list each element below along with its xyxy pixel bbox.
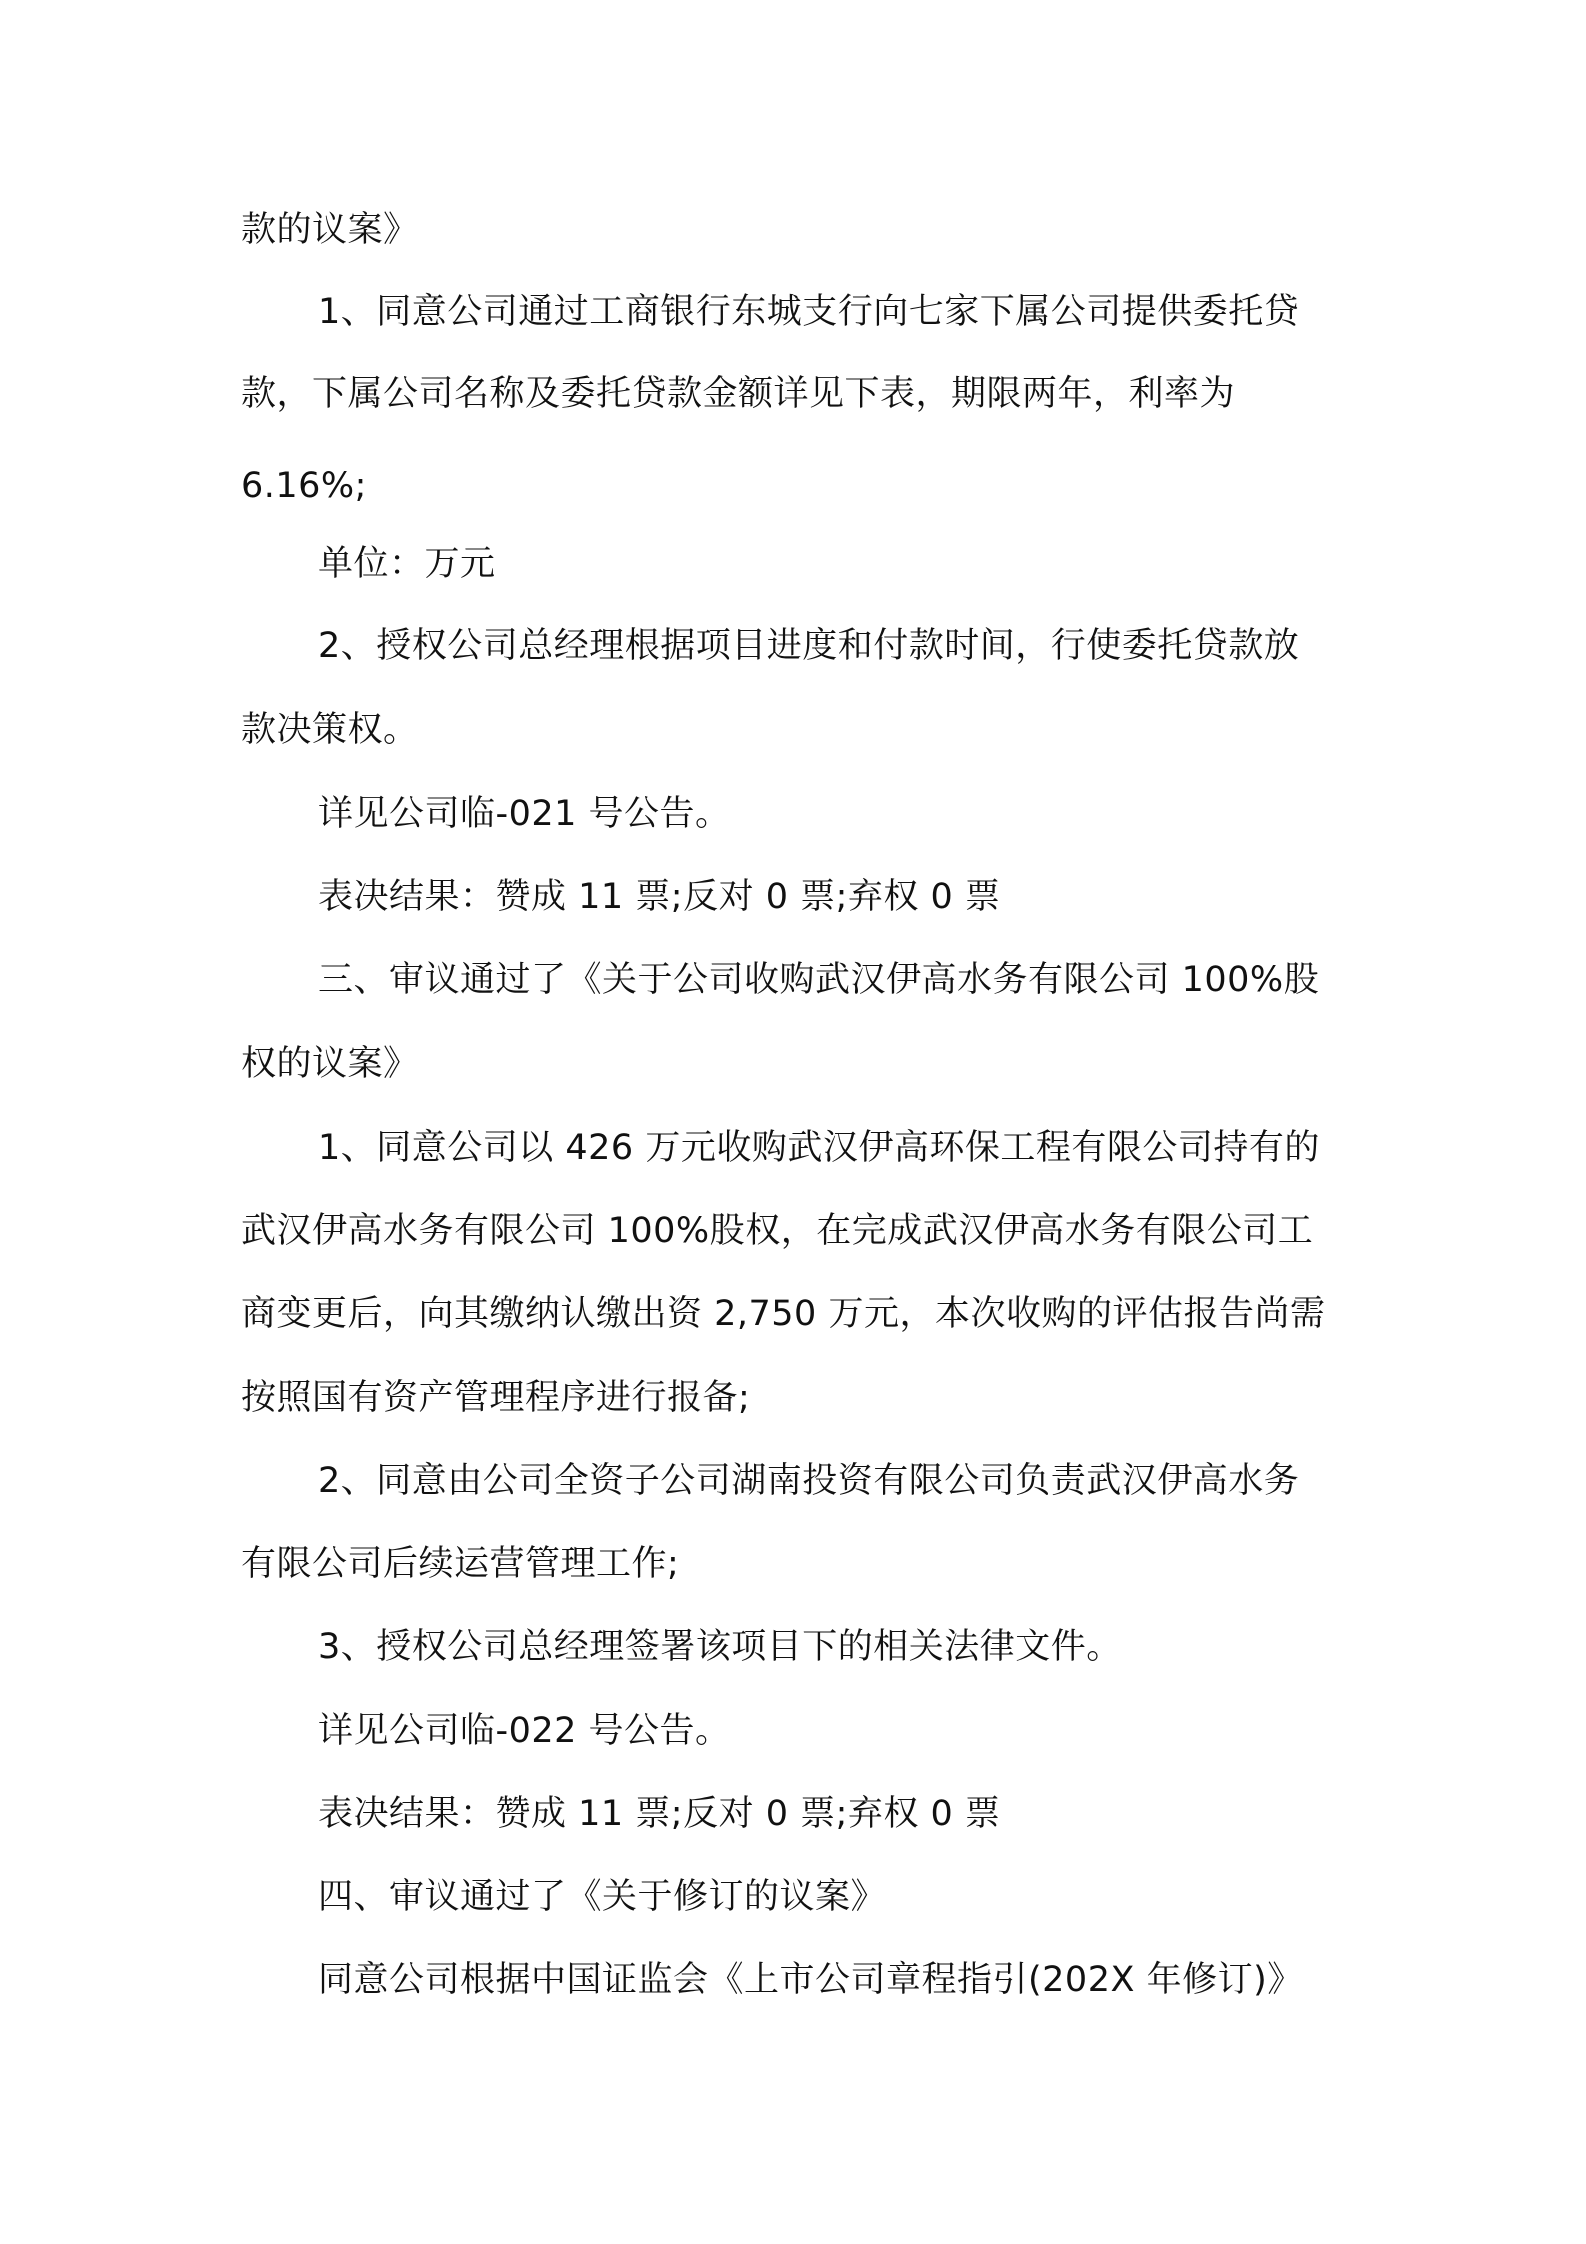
text-line: 按照国有资产管理程序进行报备; [241, 1378, 751, 1418]
text-line: 权的议案》 [241, 1044, 419, 1084]
text-line: 表决结果：赞成 11 票;反对 0 票;弃权 0 票 [318, 877, 1001, 917]
text-line: 6.16%; [241, 466, 367, 506]
text-line: 款决策权。 [241, 710, 419, 750]
text-line: 有限公司后续运营管理工作; [241, 1544, 680, 1584]
text-line: 商变更后，向其缴纳认缴出资 2,750 万元，本次收购的评估报告尚需 [241, 1294, 1326, 1334]
text-line: 详见公司临-022 号公告。 [318, 1711, 731, 1751]
text-line: 2、授权公司总经理根据项目进度和付款时间，行使委托贷款放 [318, 626, 1300, 666]
text-line: 单位：万元 [318, 544, 496, 584]
text-line: 款，下属公司名称及委托贷款金额详见下表，期限两年，利率为 [241, 374, 1236, 414]
text-line: 武汉伊高水务有限公司 100%股权，在完成武汉伊高水务有限公司工 [241, 1211, 1314, 1251]
text-line: 1、同意公司以 426 万元收购武汉伊高环保工程有限公司持有的 [318, 1128, 1320, 1168]
text-line: 四、审议通过了《关于修订的议案》 [318, 1877, 887, 1917]
text-line: 同意公司根据中国证监会《上市公司章程指引(202X 年修订)》 [318, 1960, 1303, 2000]
text-line: 3、授权公司总经理签署该项目下的相关法律文件。 [318, 1627, 1122, 1667]
text-line: 款的议案》 [241, 210, 419, 250]
text-line: 详见公司临-021 号公告。 [318, 794, 731, 834]
text-line: 三、审议通过了《关于公司收购武汉伊高水务有限公司 100%股 [318, 960, 1320, 1000]
text-line: 1、同意公司通过工商银行东城支行向七家下属公司提供委托贷 [318, 292, 1300, 332]
text-line: 2、同意由公司全资子公司湖南投资有限公司负责武汉伊高水务 [318, 1461, 1300, 1501]
text-line: 表决结果：赞成 11 票;反对 0 票;弃权 0 票 [318, 1794, 1001, 1834]
